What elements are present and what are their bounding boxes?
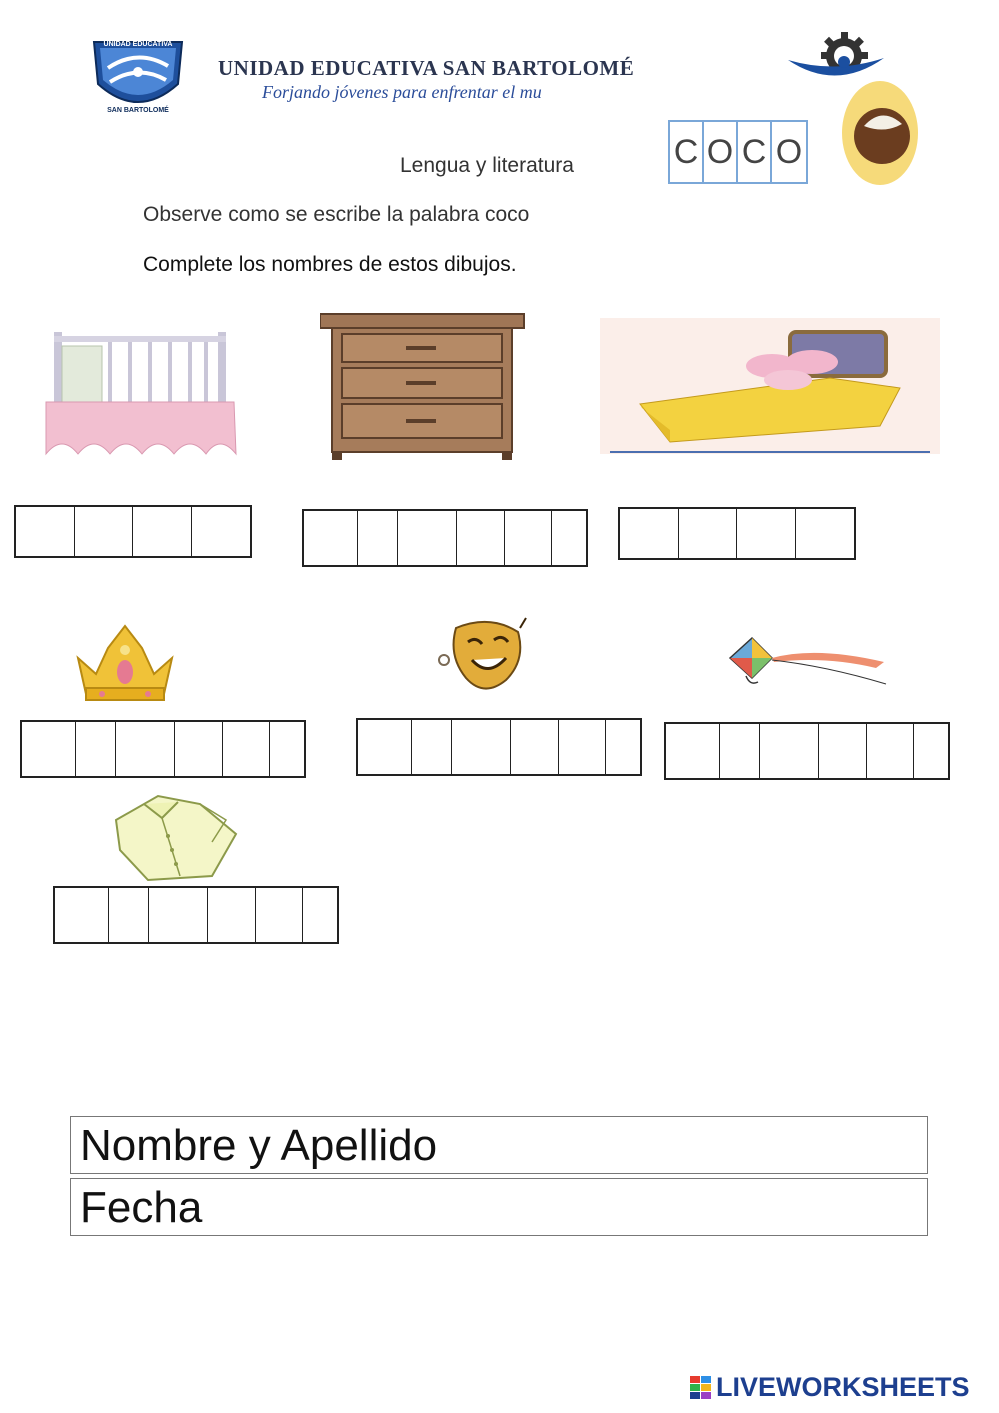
- letter-boxes-crib[interactable]: [14, 505, 252, 558]
- letter-box[interactable]: [256, 888, 304, 942]
- letter-box[interactable]: [133, 507, 192, 556]
- crest-text-bottom: SAN BARTOLOMÉ: [107, 107, 169, 114]
- example-letter: O: [775, 132, 803, 171]
- letter-box[interactable]: [192, 507, 251, 556]
- letter-box[interactable]: [76, 722, 117, 776]
- letter-box[interactable]: [223, 722, 271, 776]
- letter-box[interactable]: [109, 888, 150, 942]
- letter-box[interactable]: [620, 509, 679, 558]
- letter-box[interactable]: [452, 720, 511, 774]
- letter-box[interactable]: [457, 511, 505, 565]
- letter-box[interactable]: [552, 511, 586, 565]
- instruction-complete: Complete los nombres de estos dibujos.: [143, 253, 517, 276]
- brand-name: LIVEWORKSHEETS: [716, 1372, 970, 1402]
- crown-icon: [74, 622, 176, 706]
- letter-box[interactable]: [304, 511, 358, 565]
- letter-box[interactable]: [666, 724, 720, 778]
- example-letter: C: [670, 122, 704, 182]
- letter-boxes-mask[interactable]: [356, 718, 642, 776]
- shirt-icon: [108, 790, 244, 884]
- example-word-coco: [668, 120, 808, 184]
- bed-icon: [600, 318, 940, 458]
- letter-box[interactable]: [737, 509, 796, 558]
- date-field[interactable]: Fecha: [70, 1178, 928, 1236]
- letter-box[interactable]: [679, 509, 738, 558]
- mask-icon: [436, 616, 530, 692]
- letter-box[interactable]: [175, 722, 223, 776]
- letter-box[interactable]: [358, 511, 399, 565]
- letter-box[interactable]: [270, 722, 304, 776]
- letter-box[interactable]: [149, 888, 208, 942]
- letter-box[interactable]: [208, 888, 256, 942]
- coconut-icon: [838, 78, 922, 188]
- instruction-observe: Observe como se escribe la palabra coco: [143, 203, 530, 226]
- letter-box[interactable]: [55, 888, 109, 942]
- letter-boxes-kite[interactable]: [664, 722, 950, 780]
- letter-box[interactable]: [358, 720, 412, 774]
- crib-icon: [40, 322, 240, 467]
- letter-box[interactable]: [606, 720, 640, 774]
- letter-box[interactable]: [22, 722, 76, 776]
- letter-box[interactable]: [720, 724, 761, 778]
- example-letter: O: [704, 122, 738, 182]
- name-field[interactable]: Nombre y Apellido: [70, 1116, 928, 1174]
- letter-boxes-dresser[interactable]: [302, 509, 588, 567]
- letter-box[interactable]: [398, 511, 457, 565]
- dresser-icon: [320, 312, 526, 462]
- letter-box[interactable]: [511, 720, 559, 774]
- letter-boxes-shirt[interactable]: [53, 886, 339, 944]
- school-motto: Forjando jóvenes para enfrentar el mu: [262, 82, 542, 102]
- letter-box[interactable]: [760, 724, 819, 778]
- crest-text-top: UNIDAD EDUCATIVA: [103, 41, 173, 48]
- letter-box[interactable]: [819, 724, 867, 778]
- letter-box[interactable]: [559, 720, 607, 774]
- letter-box[interactable]: [412, 720, 453, 774]
- letter-box[interactable]: [116, 722, 175, 776]
- letter-box[interactable]: [75, 507, 134, 556]
- liveworksheets-logo-icon: [690, 1376, 712, 1400]
- letter-boxes-bed[interactable]: [618, 507, 856, 560]
- letter-box[interactable]: [16, 507, 75, 556]
- kite-icon: [726, 636, 890, 686]
- letter-box[interactable]: [505, 511, 553, 565]
- letter-boxes-crown[interactable]: [20, 720, 306, 778]
- letter-box[interactable]: [303, 888, 337, 942]
- example-letter: C: [738, 122, 772, 182]
- school-crest-logo: [86, 38, 190, 118]
- letter-box[interactable]: [914, 724, 948, 778]
- letter-box[interactable]: [867, 724, 915, 778]
- liveworksheets-brand[interactable]: [690, 1372, 970, 1403]
- letter-box[interactable]: [796, 509, 855, 558]
- subject-title: Lengua y literatura: [400, 154, 574, 177]
- school-name: UNIDAD EDUCATIVA SAN BARTOLOMÉ: [218, 56, 635, 80]
